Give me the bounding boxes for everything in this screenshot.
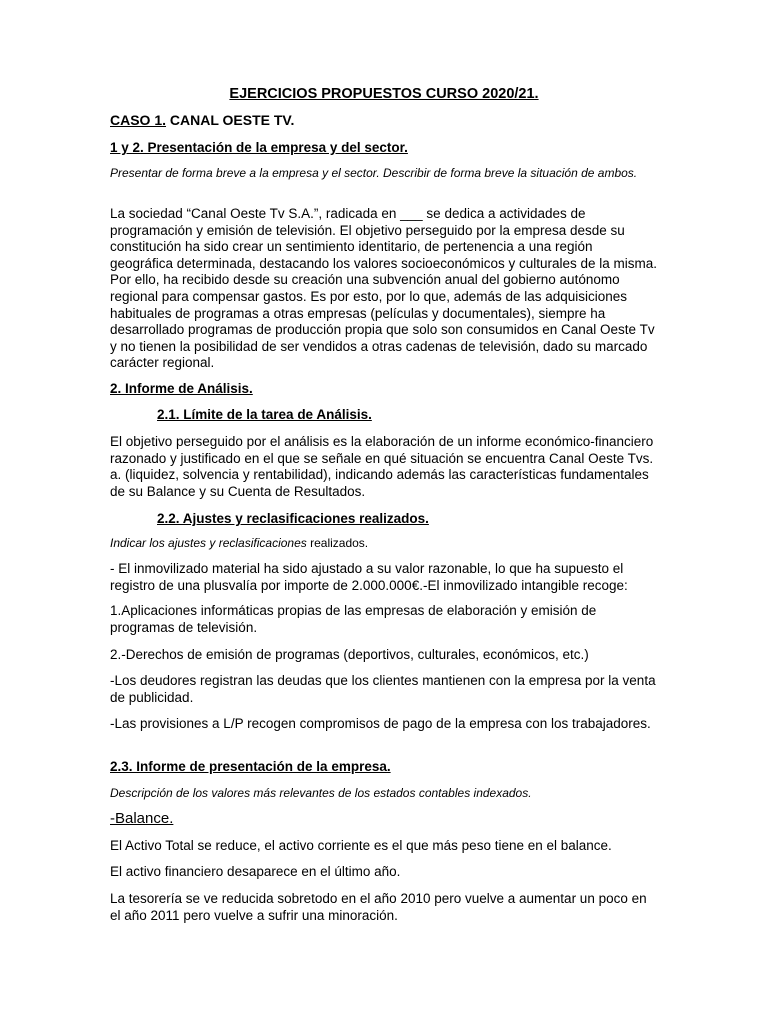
heading-ajustes: 2.2. Ajustes y reclasificaciones realizados.	[157, 511, 429, 526]
document-title: EJERCICIOS PROPUESTOS CURSO 2020/21.	[229, 86, 539, 102]
paragraph-aplicaciones: 1.Aplicaciones informáticas propias de las empresas de elaboración y emisión de programas de televisión.	[110, 603, 597, 635]
paragraph-deudores: -Los deudores registran las deudas que los clientes mantienen con la empresa por la venta de publicidad.	[110, 673, 656, 705]
heading-informe: 2. Informe de Análisis.	[110, 381, 253, 396]
paragraph-derechos: 2.-Derechos de emisión de programas (deportivos, culturales, económicos, etc.)	[110, 647, 589, 662]
paragraph-inmovilizado: - El inmovilizado material ha sido ajustado a su valor razonable, lo que ha supuesto el registro de una plusvalía por importe de 2.000.000€.-El inmovilizado intangible recoge:	[110, 561, 628, 593]
instruction-ajustes	[110, 536, 658, 551]
heading-balance: -Balance.	[110, 810, 174, 827]
paragraph-provisiones: -Las provisiones a L/P recogen compromisos de pago de la empresa con los trabajadores.	[110, 716, 651, 731]
paragraph-sociedad: La sociedad “Canal Oeste Tv S.A.”, radicada en ___ se dedica a actividades de programación y emisión de televisión. El objetivo perseguido por la empresa desde su constitución ha sido crear un sentimiento identitario, de pertenencia a una región geográfica determinada, destacando los valores socioeconómicos y culturales de la misma. Por ello, ha recibido desde su creación una subvención anual del gobierno autónomo regional para compensar gastos. Es por esto, por lo que, además de las adquisiciones habituales de programas a otras empresas (películas y documentales), siempre ha desarrollado programas de producción propia que solo son consumidos en Canal Oeste Tv y no tienen la posibilidad de ser vendidos a otras cadenas de televisión, dado su marcado carácter regional.	[110, 206, 658, 371]
heading-presentacion: 1 y 2. Presentación de la empresa y del sector.	[110, 140, 408, 155]
case-heading	[110, 112, 294, 128]
paragraph-tesoreria: La tesorería se ve reducida sobretodo en el año 2010 pero vuelve a aumentar un poco en el año 2011 pero vuelve a sufrir una minoración.	[110, 891, 647, 923]
paragraph-activo-total: El Activo Total se reduce, el activo corriente es el que más peso tiene en el balance.	[110, 838, 612, 853]
instruction-descripcion: Descripción de los valores más relevantes de los estados contables indexados.	[110, 786, 532, 800]
heading-presentacion-empresa: 2.3. Informe de presentación de la empresa.	[110, 759, 391, 774]
case-label: CASO 1.	[110, 112, 167, 128]
instruction-presentacion: Presentar de forma breve a la empresa y el sector. Describir de forma breve la situación de ambos.	[110, 166, 638, 180]
paragraph-activo-financiero: El activo financiero desaparece en el último año.	[110, 864, 401, 879]
instruction-ajustes-normal: realizados.	[306, 536, 369, 550]
case-name: CANAL OESTE TV.	[166, 112, 295, 128]
heading-limite: 2.1. Límite de la tarea de Análisis.	[157, 407, 372, 422]
paragraph-objetivo: El objetivo perseguido por el análisis es la elaboración de un informe económico-financiero razonado y justificado en el que se señale en qué situación se encuentra Canal Oeste Tvs. a. (liquidez, solvencia y rentabilidad), indicando además las características fundamentales de su Balance y su Cuenta de Resultados.	[110, 434, 654, 499]
instruction-ajustes-italic: Indicar los ajustes y reclasificaciones	[110, 536, 307, 550]
